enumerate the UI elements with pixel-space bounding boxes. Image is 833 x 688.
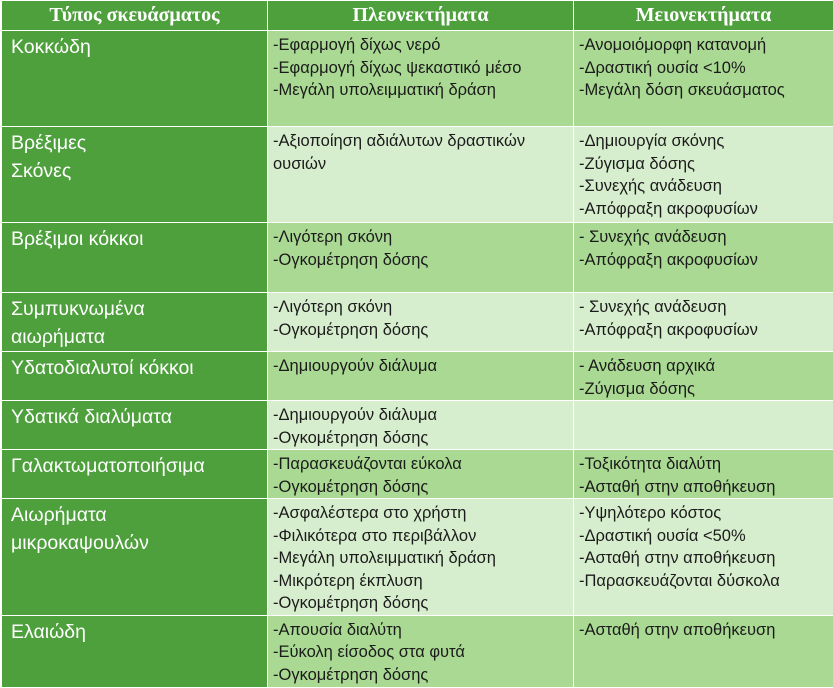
type-label: Βρέξιμοι κόκκοι [11, 225, 259, 253]
disadvantages-cell [574, 450, 833, 499]
table-row [2, 499, 833, 616]
header-disadvantages: Μειονεκτήματα [574, 1, 833, 31]
type-cell [2, 450, 268, 499]
advantage-item: -Ογκομέτρηση δόσης [273, 319, 569, 342]
type-label: Βρέξιμες [11, 129, 259, 157]
advantage-item: -Μεγάλη υπολειμματική δράση [273, 79, 569, 102]
advantages-cell [268, 450, 574, 499]
advantage-item: -Δημιουργούν διάλυμα [273, 355, 569, 378]
advantage-item: -Μεγάλη υπολειμματική δράση [273, 547, 569, 570]
disadvantage-item: -Παρασκευάζονται δύσκολα [579, 570, 829, 593]
type-label: Αιωρήματα [11, 501, 259, 529]
header-advantages: Πλεονεκτήματα [268, 1, 574, 31]
disadvantage-item: -Ανομοιόμορφη κατανομή [579, 34, 829, 57]
advantage-item: -Ογκομέτρηση δόσης [273, 476, 569, 499]
disadvantages-cell [574, 223, 833, 293]
advantage-item: -Λιγότερη σκόνη [273, 296, 569, 319]
disadvantage-item: -Ζύγισμα δόσης [579, 378, 829, 401]
advantage-item: -Εφαρμογή δίχως νερό [273, 34, 569, 57]
disadvantage-item: -Ασταθή στην αποθήκευση [579, 619, 829, 642]
disadvantages-cell [574, 127, 833, 223]
advantage-item: -Φιλικότερα στο περιβάλλον [273, 525, 569, 548]
table-row [2, 450, 833, 499]
advantages-cell [268, 293, 574, 352]
type-label: μικροκαψουλών [11, 529, 259, 557]
disadvantage-item: -Συνεχής ανάδευση [579, 175, 829, 198]
table-row [2, 615, 833, 687]
advantages-cell [268, 615, 574, 687]
type-label: Υδατοδιαλυτοί κόκκοι [11, 354, 259, 382]
type-cell [2, 127, 268, 223]
disadvantage-item: -Ζύγισμα δόσης [579, 153, 829, 176]
type-label: Υδατικά διαλύματα [11, 403, 259, 431]
advantages-cell [268, 31, 574, 127]
header-type: Τύπος σκευάσματος [2, 1, 268, 31]
advantage-item: -Μικρότερη έκπλυση [273, 570, 569, 593]
disadvantage-item: - Συνεχής ανάδευση [579, 296, 829, 319]
table-row [2, 127, 833, 223]
type-cell [2, 499, 268, 616]
advantages-cell [268, 352, 574, 401]
disadvantage-item: -Δημιουργία σκόνης [579, 130, 829, 153]
type-cell [2, 615, 268, 687]
type-cell [2, 401, 268, 450]
type-cell [2, 223, 268, 293]
type-label: Σκόνες [11, 157, 259, 185]
disadvantages-cell [574, 31, 833, 127]
advantage-item: -Εφαρμογή δίχως ψεκαστικό μέσο [273, 57, 569, 80]
disadvantages-cell [574, 615, 833, 687]
advantage-item: -Αξιοποίηση αδιάλυτων δραστικών ουσιών [273, 130, 569, 175]
advantage-item: -Εύκολη είσοδος στα φυτά [273, 641, 569, 664]
advantage-item: -Λιγότερη σκόνη [273, 226, 569, 249]
type-label: Κοκκώδη [11, 33, 259, 61]
disadvantages-cell [574, 293, 833, 352]
table-row [2, 223, 833, 293]
type-cell [2, 352, 268, 401]
table-row [2, 31, 833, 127]
disadvantage-item: -Υψηλότερο κόστος [579, 502, 829, 525]
type-label: Ελαιώδη [11, 618, 259, 646]
disadvantage-item: -Απόφραξη ακροφυσίων [579, 319, 829, 342]
advantages-cell [268, 223, 574, 293]
advantages-cell [268, 127, 574, 223]
advantage-item: -Ογκομέτρηση δόσης [273, 664, 569, 687]
disadvantage-item: -Απόφραξη ακροφυσίων [579, 198, 829, 221]
type-label: αιωρήματα [11, 323, 259, 351]
advantage-item: -Παρασκευάζονται εύκολα [273, 453, 569, 476]
advantages-cell [268, 401, 574, 450]
disadvantage-item: -Μεγάλη δόση σκευάσματος [579, 79, 829, 102]
disadvantage-item: -Δραστική ουσία <10% [579, 57, 829, 80]
advantage-item: -Δημιουργούν διάλυμα [273, 404, 569, 427]
disadvantage-item: -Τοξικότητα διαλύτη [579, 453, 829, 476]
table-row [2, 293, 833, 352]
disadvantage-item: - Συνεχής ανάδευση [579, 226, 829, 249]
advantage-item: -Ογκομέτρηση δόσης [273, 427, 569, 450]
type-cell [2, 293, 268, 352]
advantage-item: -Ογκομέτρηση δόσης [273, 592, 569, 615]
advantage-item: -Ασφαλέστερα στο χρήστη [273, 502, 569, 525]
type-label: Συμπυκνωμένα [11, 295, 259, 323]
advantage-item: -Ογκομέτρηση δόσης [273, 249, 569, 272]
disadvantages-cell [574, 499, 833, 616]
disadvantages-cell [574, 352, 833, 401]
disadvantage-item: -Απόφραξη ακροφυσίων [579, 249, 829, 272]
disadvantage-item: -Δραστική ουσία <50% [579, 525, 829, 548]
disadvantages-cell [574, 401, 833, 450]
disadvantage-item: - Ανάδευση αρχικά [579, 355, 829, 378]
header-row [2, 1, 833, 31]
type-label: Γαλακτωματοποιήσιμα [11, 452, 259, 480]
disadvantage-item: -Ασταθή στην αποθήκευση [579, 476, 829, 499]
table-row [2, 401, 833, 450]
type-cell [2, 31, 268, 127]
advantages-cell [268, 499, 574, 616]
table-row [2, 352, 833, 401]
advantage-item: -Απουσία διαλύτη [273, 619, 569, 642]
disadvantage-item: -Ασταθή στην αποθήκευση [579, 547, 829, 570]
formulation-comparison-table [1, 0, 833, 688]
